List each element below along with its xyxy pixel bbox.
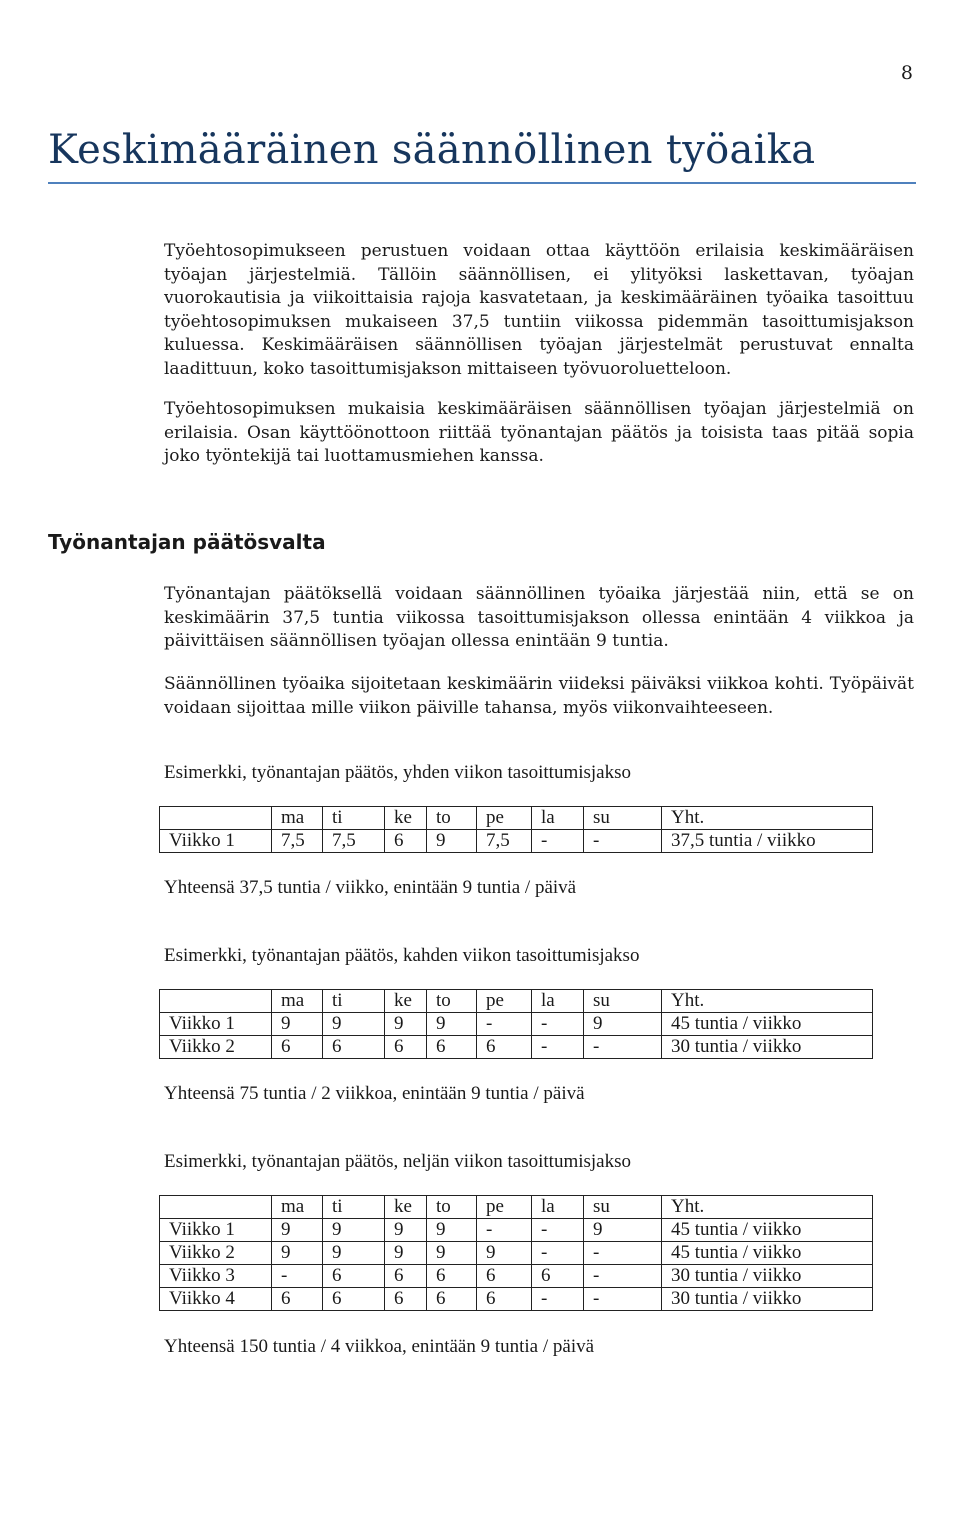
schedule-table xyxy=(159,989,873,1059)
table-cell: - xyxy=(477,1013,532,1036)
table-cell: 9 xyxy=(323,1219,385,1242)
table-cell: Viikko 4 xyxy=(160,1288,272,1311)
table-cell: - xyxy=(584,1242,662,1265)
table-cell: 6 xyxy=(427,1265,477,1288)
example-caption: Esimerkki, työnantajan päätös, neljän viikon tasoittumisjakso xyxy=(164,1151,632,1172)
table-cell: 45 tuntia / viikko xyxy=(662,1013,873,1036)
header-cell: la xyxy=(532,990,584,1013)
table-cell: 9 xyxy=(427,1242,477,1265)
section-paragraph-2: Säännöllinen työaika sijoitetaan keskimäärin viideksi päiväksi viikkoa kohti. Työpäivät voidaan sijoittaa mille viikon päiville tahansa, myös viikonvaihteeseen. xyxy=(164,674,914,718)
table-cell: 9 xyxy=(385,1242,427,1265)
table-cell: 6 xyxy=(477,1036,532,1059)
header-cell: Yht. xyxy=(662,990,873,1013)
table-row xyxy=(160,1265,873,1288)
table-cell: 7,5 xyxy=(477,830,532,853)
table-cell: 45 tuntia / viikko xyxy=(662,1242,873,1265)
table-cell: 6 xyxy=(477,1288,532,1311)
table-cell: 9 xyxy=(427,1013,477,1036)
header-cell: ma xyxy=(272,807,323,830)
table-cell: 9 xyxy=(272,1242,323,1265)
table-cell: 9 xyxy=(584,1219,662,1242)
table-cell: Viikko 2 xyxy=(160,1242,272,1265)
table-cell: 9 xyxy=(385,1013,427,1036)
table-cell: 9 xyxy=(272,1219,323,1242)
header-cell: ke xyxy=(385,1196,427,1219)
table-cell: 37,5 tuntia / viikko xyxy=(662,830,873,853)
table-header-row xyxy=(160,1196,873,1219)
header-cell: to xyxy=(427,807,477,830)
table-cell: 7,5 xyxy=(323,830,385,853)
table-cell: Viikko 2 xyxy=(160,1036,272,1059)
header-cell: su xyxy=(584,990,662,1013)
table-row xyxy=(160,1242,873,1265)
header-cell: Yht. xyxy=(662,807,873,830)
table-cell: 6 xyxy=(272,1288,323,1311)
table-cell: - xyxy=(584,1036,662,1059)
table-cell: Viikko 1 xyxy=(160,1219,272,1242)
table-cell: 6 xyxy=(385,1265,427,1288)
table-cell: - xyxy=(584,830,662,853)
table-cell: 6 xyxy=(477,1265,532,1288)
table-cell: 9 xyxy=(477,1242,532,1265)
header-cell: ti xyxy=(323,990,385,1013)
schedule-table xyxy=(159,1195,873,1311)
table-cell: 45 tuntia / viikko xyxy=(662,1219,873,1242)
table-row xyxy=(160,1219,873,1242)
table-cell: 9 xyxy=(272,1013,323,1036)
header-cell: ti xyxy=(323,1196,385,1219)
table-cell: - xyxy=(584,1288,662,1311)
table-cell: - xyxy=(272,1265,323,1288)
example-caption: Esimerkki, työnantajan päätös, kahden viikon tasoittumisjakso xyxy=(164,945,640,966)
section-heading: Työnantajan päätösvalta xyxy=(48,530,326,554)
table-cell: 6 xyxy=(385,830,427,853)
table-cell: 7,5 xyxy=(272,830,323,853)
header-cell: ma xyxy=(272,1196,323,1219)
table-cell: Viikko 3 xyxy=(160,1265,272,1288)
header-cell: la xyxy=(532,807,584,830)
table-cell: 6 xyxy=(532,1265,584,1288)
table-cell: 9 xyxy=(385,1219,427,1242)
header-cell: pe xyxy=(477,990,532,1013)
table-cell: 6 xyxy=(427,1036,477,1059)
table-cell: - xyxy=(532,1013,584,1036)
header-cell: su xyxy=(584,807,662,830)
table-cell: 6 xyxy=(323,1288,385,1311)
table-cell: 9 xyxy=(427,830,477,853)
table-header-row xyxy=(160,990,873,1013)
table-row xyxy=(160,830,873,853)
example-total: Yhteensä 37,5 tuntia / viikko, enintään 9 tuntia / päivä xyxy=(164,877,577,898)
table-cell: 6 xyxy=(427,1288,477,1311)
page-title: Keskimääräinen säännöllinen työaika xyxy=(48,128,916,184)
table-cell: 30 tuntia / viikko xyxy=(662,1265,873,1288)
header-cell: ke xyxy=(385,807,427,830)
table-cell: - xyxy=(584,1265,662,1288)
header-cell: ti xyxy=(323,807,385,830)
example-caption: Esimerkki, työnantajan päätös, yhden viikon tasoittumisjakso xyxy=(164,762,632,783)
header-cell: to xyxy=(427,1196,477,1219)
header-cell: su xyxy=(584,1196,662,1219)
page-number: 8 xyxy=(900,62,913,84)
table-row xyxy=(160,1288,873,1311)
header-cell: Yht. xyxy=(662,1196,873,1219)
header-cell: ke xyxy=(385,990,427,1013)
header-cell: to xyxy=(427,990,477,1013)
table-cell: Viikko 1 xyxy=(160,830,272,853)
table-header-row xyxy=(160,807,873,830)
table-cell: - xyxy=(532,1288,584,1311)
table-row xyxy=(160,1013,873,1036)
table-cell: 9 xyxy=(323,1013,385,1036)
header-cell: la xyxy=(532,1196,584,1219)
example-total: Yhteensä 75 tuntia / 2 viikkoa, enintään 9 tuntia / päivä xyxy=(164,1083,585,1104)
table-cell: 6 xyxy=(323,1036,385,1059)
table-cell: - xyxy=(532,1219,584,1242)
table-cell: 6 xyxy=(272,1036,323,1059)
intro-paragraph-2: Työehtosopimuksen mukaisia keskimääräisen säännöllisen työajan järjestelmiä on erilaisia. Osan käyttöönottoon riittää työnantajan päätös ja toisista taas pitää sopia joko työntekijä tai luottamusmiehen kanssa. xyxy=(164,399,914,466)
header-cell xyxy=(160,990,272,1013)
table-cell: 6 xyxy=(323,1265,385,1288)
table-cell: 9 xyxy=(323,1242,385,1265)
header-cell: pe xyxy=(477,807,532,830)
example-total: Yhteensä 150 tuntia / 4 viikkoa, enintään 9 tuntia / päivä xyxy=(164,1336,595,1357)
header-cell: ma xyxy=(272,990,323,1013)
table-row xyxy=(160,1036,873,1059)
table-cell: 6 xyxy=(385,1288,427,1311)
table-cell: 9 xyxy=(427,1219,477,1242)
header-cell: pe xyxy=(477,1196,532,1219)
intro-paragraph-1: Työehtosopimukseen perustuen voidaan ottaa käyttöön erilaisia keskimääräisen työajan järjestelmiä. Tällöin säännöllisen, ei ylityöksi laskettavan, työajan vuorokautisia ja viikoittaisia rajoja kasvatetaan, ja keskimääräinen työaika tasoittuu työehtosopimuksen mukaiseen 37,5 tuntiin viikossa pidemmän tasoittumisjakson kuluessa. Keskimääräisen säännöllisen työajan järjestelmät perustuvat ennalta laadittuun, koko tasoittumisjakson mittaiseen työvuoroluetteloon. xyxy=(164,241,914,379)
header-cell xyxy=(160,1196,272,1219)
table-cell: - xyxy=(477,1219,532,1242)
table-cell: - xyxy=(532,1242,584,1265)
table-cell: - xyxy=(532,830,584,853)
schedule-table xyxy=(159,806,873,853)
table-cell: 9 xyxy=(584,1013,662,1036)
table-cell: 6 xyxy=(385,1036,427,1059)
table-cell: 30 tuntia / viikko xyxy=(662,1288,873,1311)
table-cell: 30 tuntia / viikko xyxy=(662,1036,873,1059)
table-cell: - xyxy=(532,1036,584,1059)
section-paragraph-1: Työnantajan päätöksellä voidaan säännöllinen työaika järjestää niin, että se on keskimäärin 37,5 tuntia viikossa tasoittumisjakson ollessa enintään 4 viikkoa ja päivittäisen säännöllisen työajan ollessa enintään 9 tuntia. xyxy=(164,584,914,651)
table-cell: Viikko 1 xyxy=(160,1013,272,1036)
header-cell xyxy=(160,807,272,830)
